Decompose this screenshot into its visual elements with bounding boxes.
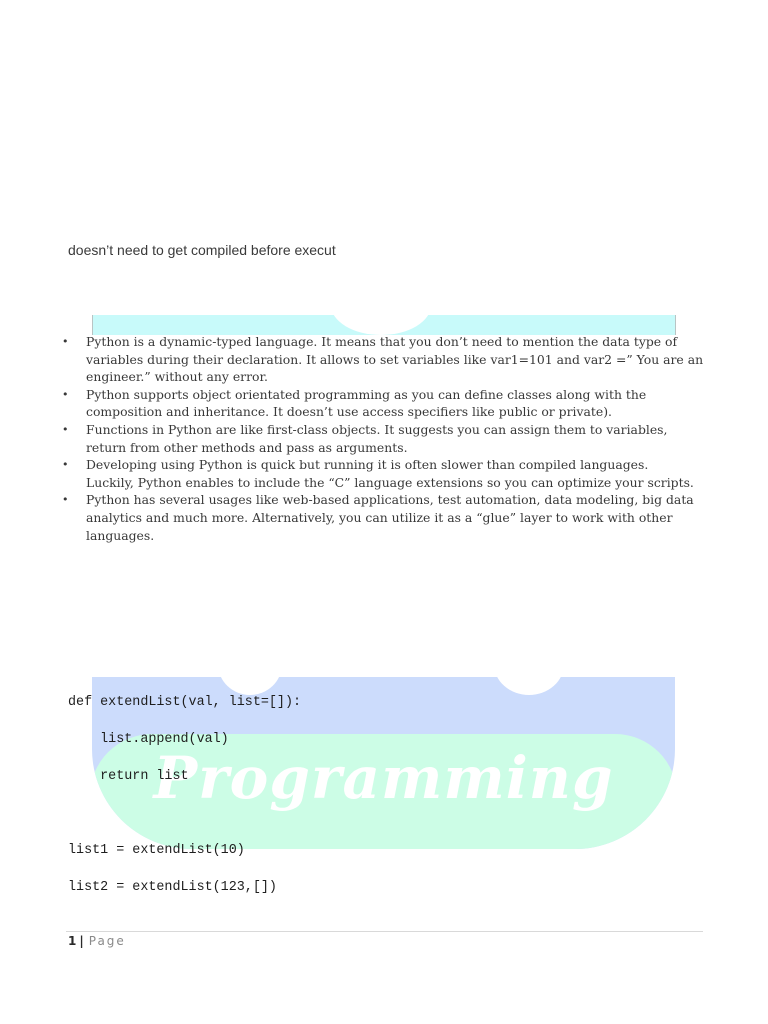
- watermark-top-band: [92, 315, 676, 335]
- code-line: list.append(val): [68, 732, 229, 747]
- bullet-icon: •: [62, 335, 69, 348]
- bullet-line: Developing using Python is quick but running it is often slower than compiled languages.: [86, 457, 649, 473]
- bullet-icon: •: [62, 387, 69, 401]
- footer-separator: |: [79, 934, 84, 948]
- bullet-icon: •: [62, 458, 69, 472]
- feature-bullet-list: [60, 333, 710, 544]
- bullet-line: engineer.” without any error.: [86, 369, 268, 385]
- bullet-line: Functions in Python are like first-class objects. It suggests you can assign them to variables,: [86, 421, 668, 437]
- code-line: def extendList(val, list=[]):: [68, 695, 302, 710]
- code-line: return list: [68, 769, 189, 784]
- bullet-icon: •: [62, 422, 69, 436]
- watermark-hole-right: [494, 677, 564, 695]
- page-footer: [68, 934, 126, 948]
- bullet-icon: •: [62, 493, 69, 507]
- watermark-hole-left: [218, 677, 282, 695]
- bullet-item: [60, 333, 710, 386]
- code-line: list2 = extendList(123,[]): [68, 880, 277, 895]
- bullet-item: [60, 386, 710, 421]
- bullet-line: analytics and much more. Alternatively, you can utilize it as a “glue” layer to work with other: [86, 509, 673, 525]
- bullet-line: Python has several usages like web-based applications, test automation, data modeling, big data: [86, 492, 694, 508]
- bullet-line: composition and inheritance. It doesn’t use access specifiers like public or private).: [86, 404, 612, 420]
- watermark-notch: [331, 315, 431, 335]
- page-label: Page: [88, 934, 126, 948]
- bullet-line: languages.: [86, 527, 155, 543]
- bullet-line: Python supports object orientated programming as you can define classes along with the: [86, 386, 647, 402]
- watermark-word: Programming: [153, 744, 614, 812]
- bullet-line: variables during their declaration. It allows to set variables like var1=101 and var2 =” You are an: [86, 351, 704, 367]
- bullet-line: Luckily, Python enables to include the “C” language extensions so you can optimize your scripts.: [86, 474, 694, 490]
- bullet-item: [60, 456, 710, 491]
- bullet-item: [60, 421, 710, 456]
- bullet-line: Python is a dynamic-typed language. It means that you don’t need to mention the data type of: [86, 334, 678, 349]
- footer-divider: [66, 931, 703, 932]
- code-line: list1 = extendList(10): [68, 843, 245, 858]
- page-number: 1: [68, 934, 77, 948]
- clipped-text-fragment: doesn’t need to get compiled before execut: [68, 242, 336, 258]
- bullet-item: [60, 491, 710, 544]
- bullet-line: return from other methods and pass as arguments.: [86, 439, 408, 455]
